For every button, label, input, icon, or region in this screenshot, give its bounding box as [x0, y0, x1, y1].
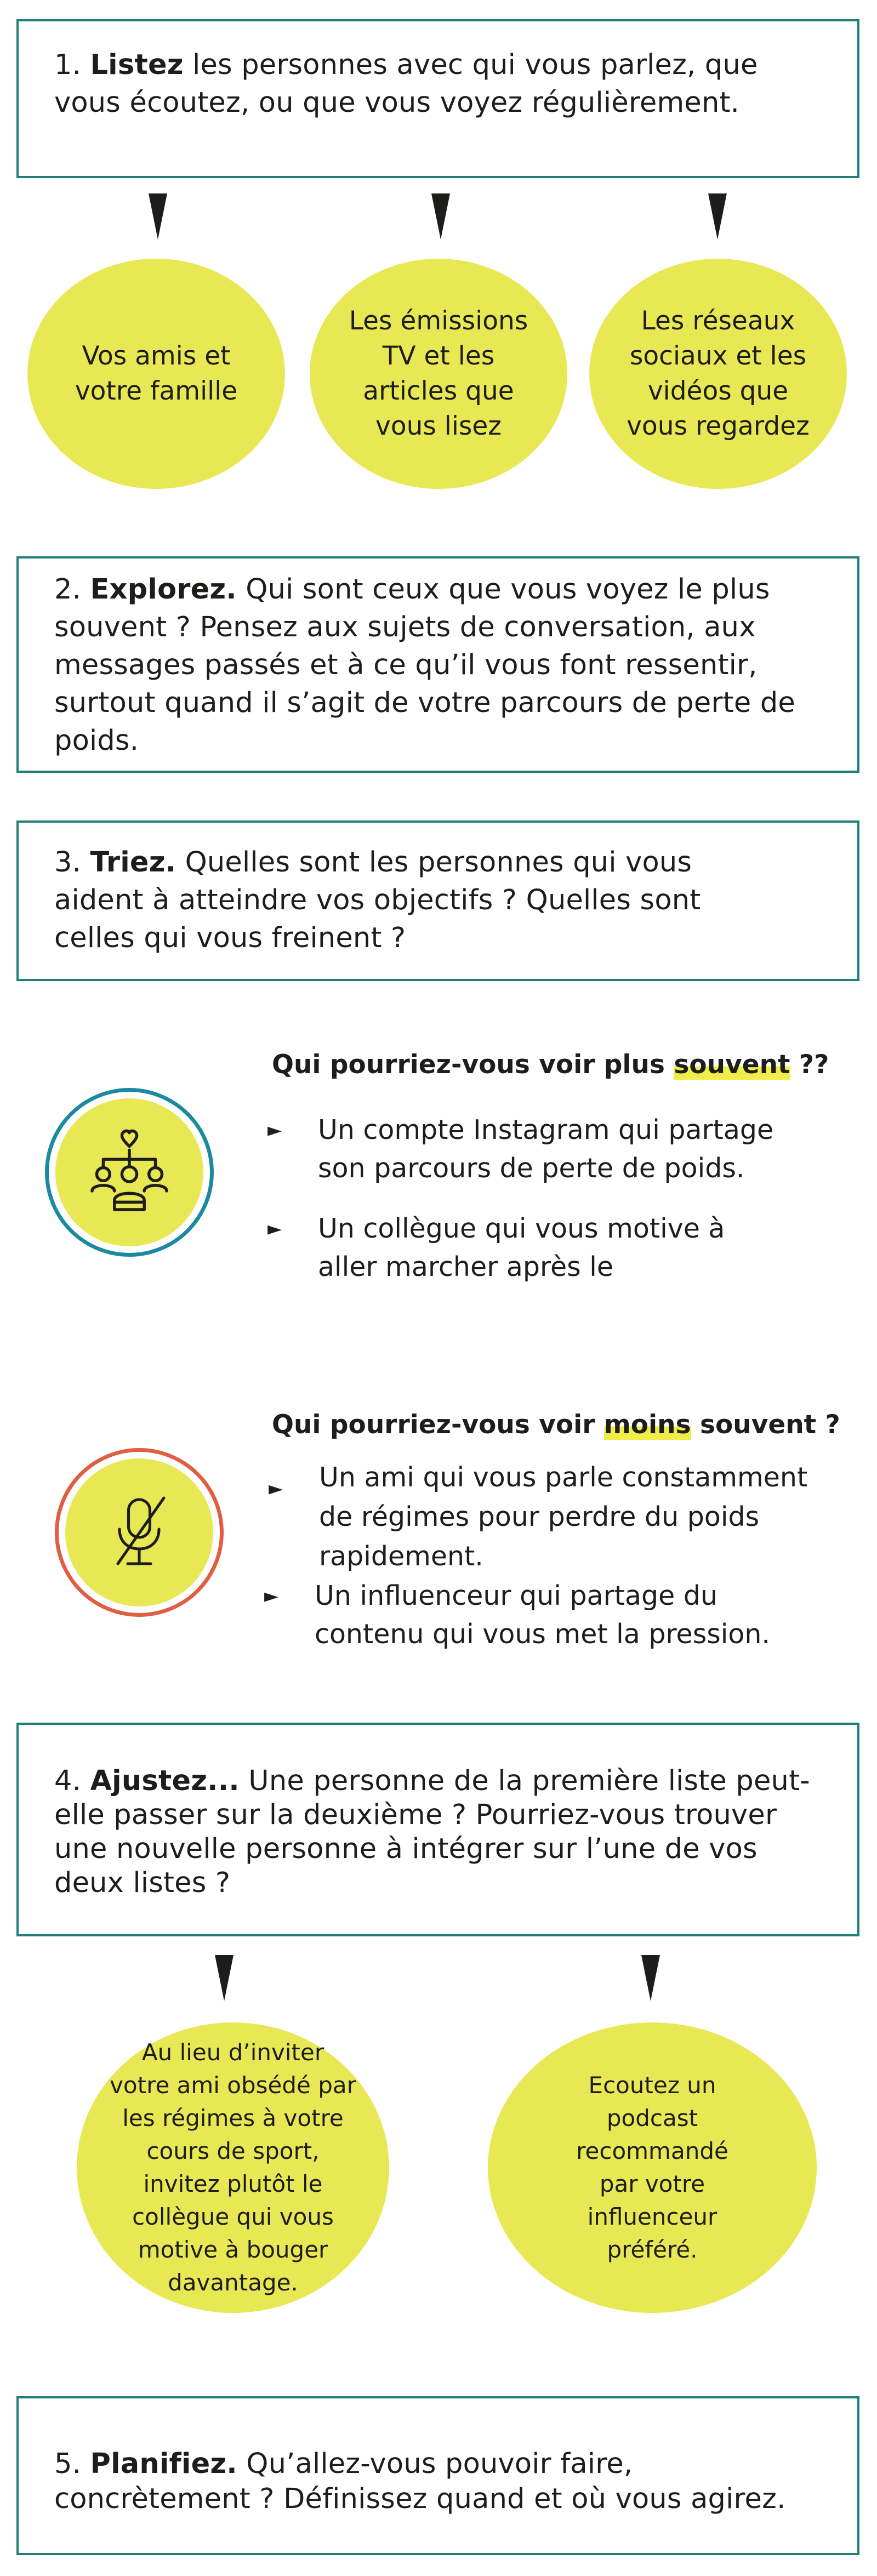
- step-1-box: [16, 19, 859, 178]
- arrow-right-bullet-icon: ►: [267, 1218, 282, 1240]
- arrow-right-bullet-icon: ►: [267, 1119, 282, 1141]
- adjust-circle-invite: Au lieu d’inviter votre ami obsédé par les régimes à votre cours de sport, invitez plutôt le collègue qui vous motive à bouger davantage.: [77, 2022, 389, 2313]
- step-keyword: Explorez.: [90, 573, 237, 606]
- step-text: Quelles sont les personnes qui vous aident à atteindre vos objectifs ? Quelles sont celles qui vous freinent ?: [54, 846, 701, 954]
- arrow-down-icon: [149, 193, 167, 240]
- step-number: 4.: [54, 1765, 90, 1797]
- arrow-down-icon: [708, 193, 727, 240]
- source-circle-social: Les réseaux sociaux et les vidéos que vous regardez: [589, 259, 847, 489]
- adjust-circle-podcast: Ecoutez un podcast recommandé par votre influenceur préféré.: [488, 2022, 817, 2313]
- more-often-item: ► Un compte Instagram qui partage son parcours de perte de poids.: [318, 1111, 811, 1188]
- step-text: Qu’allez-vous pouvoir faire, concrètement ? Définissez quand et où vous agirez.: [54, 2448, 786, 2515]
- more-often-icon-badge: [45, 1088, 214, 1257]
- step-number: 5.: [54, 2448, 90, 2480]
- less-often-heading: Qui pourriez-vous voir moins souvent ?: [272, 1410, 840, 1440]
- arrow-right-bullet-icon: ►: [269, 1478, 283, 1500]
- people-network-heart-icon: [83, 1126, 176, 1219]
- less-often-icon-badge: [55, 1448, 224, 1617]
- arrow-down-icon: [641, 1955, 660, 2001]
- arrow-down-icon: [215, 1955, 234, 2001]
- step-number: 1.: [54, 49, 90, 81]
- step-keyword: Listez: [90, 49, 184, 81]
- step-3-box: [16, 820, 859, 981]
- step-4-box: [16, 1723, 859, 1936]
- step-text: Qui sont ceux que vous voyez le plus souvent ? Pensez aux sujets de conversation, aux messages passés et à ce qu’il vous font ressentir, surtout quand il s’agit de votre parcours de perte de poids.: [54, 573, 795, 757]
- step-number: 3.: [54, 846, 90, 879]
- source-circle-friends: Vos amis et votre famille: [27, 259, 285, 489]
- less-often-item: ► Un influenceur qui partage du contenu qui vous met la pression.: [315, 1577, 808, 1654]
- step-keyword: Ajustez...: [90, 1765, 240, 1797]
- arrow-right-bullet-icon: ►: [264, 1585, 279, 1607]
- less-often-item: ► Un ami qui vous parle constamment de régimes pour perdre du poids rapidement.: [269, 1462, 808, 1572]
- more-often-heading: Qui pourriez-vous voir plus souvent ??: [272, 1050, 829, 1080]
- source-circle-tv: Les émissions TV et les articles que vous lisez: [310, 259, 567, 489]
- step-5-box: [16, 2396, 859, 2555]
- step-number: 2.: [54, 573, 90, 606]
- arrow-down-icon: [431, 193, 450, 240]
- more-often-item: ► Un collègue qui vous motive à aller marcher après le: [318, 1210, 734, 1286]
- step-text: les personnes avec qui vous parlez, que vous écoutez, ou que vous voyez régulièrement.: [54, 49, 758, 119]
- highlight-moins: moins: [603, 1410, 691, 1440]
- step-2-box: [16, 556, 859, 773]
- step-keyword: Triez.: [90, 846, 176, 879]
- muted-microphone-icon: [98, 1491, 180, 1574]
- step-text: Une personne de la première liste peut-elle passer sur la deuxième ? Pourriez-vous trouver une nouvelle personne à intégrer sur l’une de vos deux listes ?: [54, 1765, 810, 1899]
- step-keyword: Planifiez.: [90, 2448, 237, 2480]
- highlight-souvent: souvent: [674, 1050, 790, 1080]
